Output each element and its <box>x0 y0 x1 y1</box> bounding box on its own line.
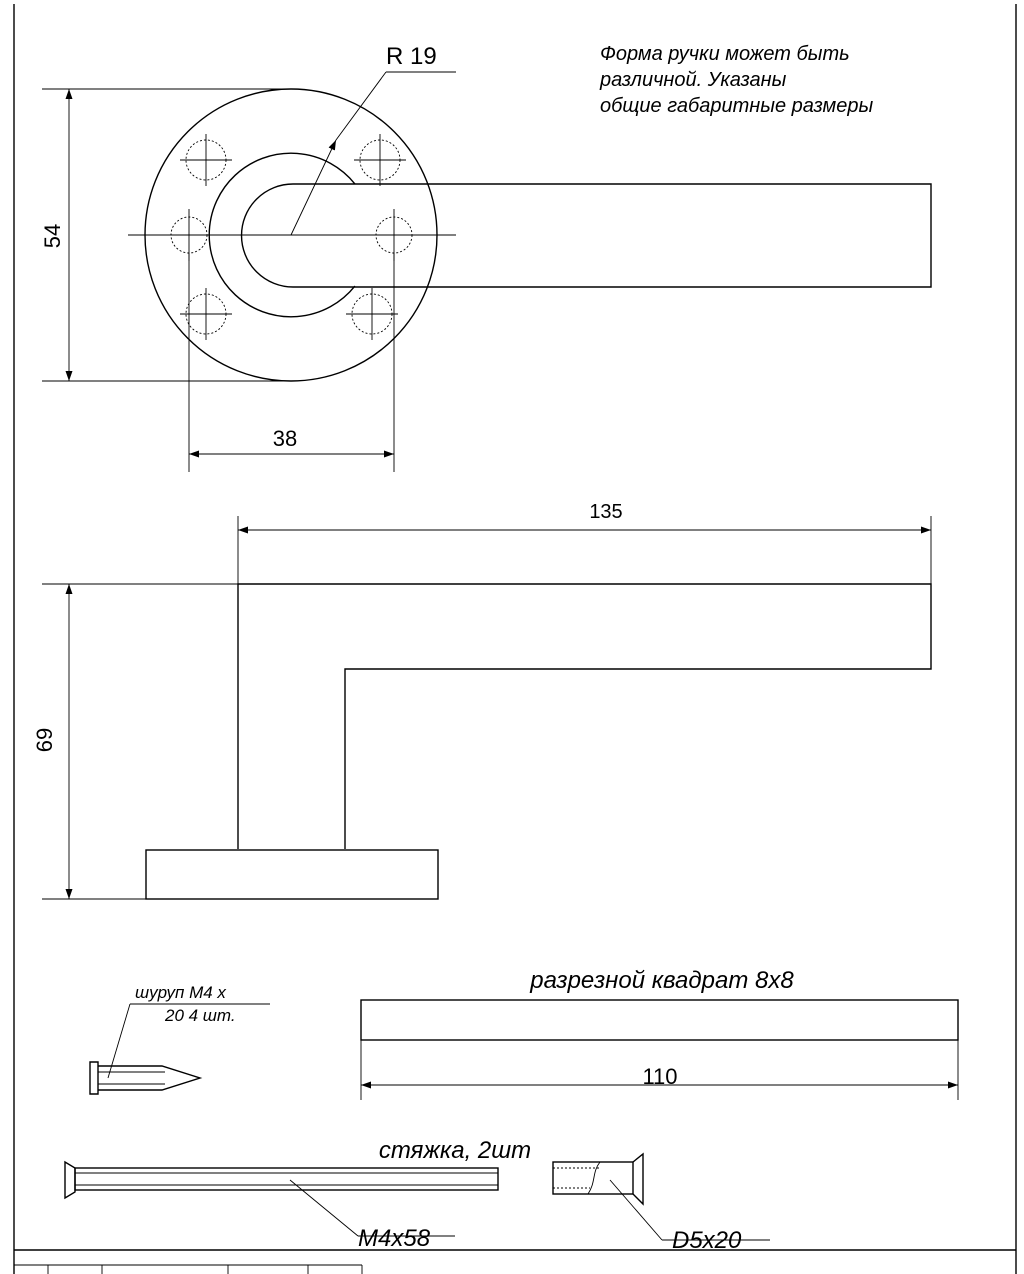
rosette-height-label: 54 <box>40 223 65 249</box>
screw-label-2: 20 4 шт. <box>165 1006 236 1025</box>
sleeve-label: D5х20 <box>672 1227 742 1254</box>
general-note <box>599 43 873 117</box>
lever-height-label: 69 <box>32 727 57 753</box>
note-line-3: общие габаритные размеры <box>600 95 874 117</box>
drawing-frame <box>14 4 1016 1274</box>
screw-label-1: шуруп М4 х <box>135 983 226 1002</box>
square-spindle <box>361 967 958 1100</box>
tie-label: стяжка, 2шт <box>378 1137 532 1164</box>
hole-spacing-label: 38 <box>272 426 298 451</box>
fixing-holes <box>171 134 412 340</box>
note-line-2: различной. Указаны <box>600 69 787 91</box>
note-line-1: Форма ручки может быть <box>600 43 850 65</box>
spindle-label: разрезной квадрат 8х8 <box>530 967 794 994</box>
lever-side-view <box>32 501 931 899</box>
spindle-length-label: 110 <box>642 1064 678 1089</box>
lever-length-label: 135 <box>589 501 623 523</box>
bolt-label: М4х58 <box>358 1225 431 1252</box>
wood-screw <box>90 983 270 1094</box>
radius-label: R 19 <box>386 43 437 70</box>
tie-bolt-set <box>65 1137 770 1254</box>
